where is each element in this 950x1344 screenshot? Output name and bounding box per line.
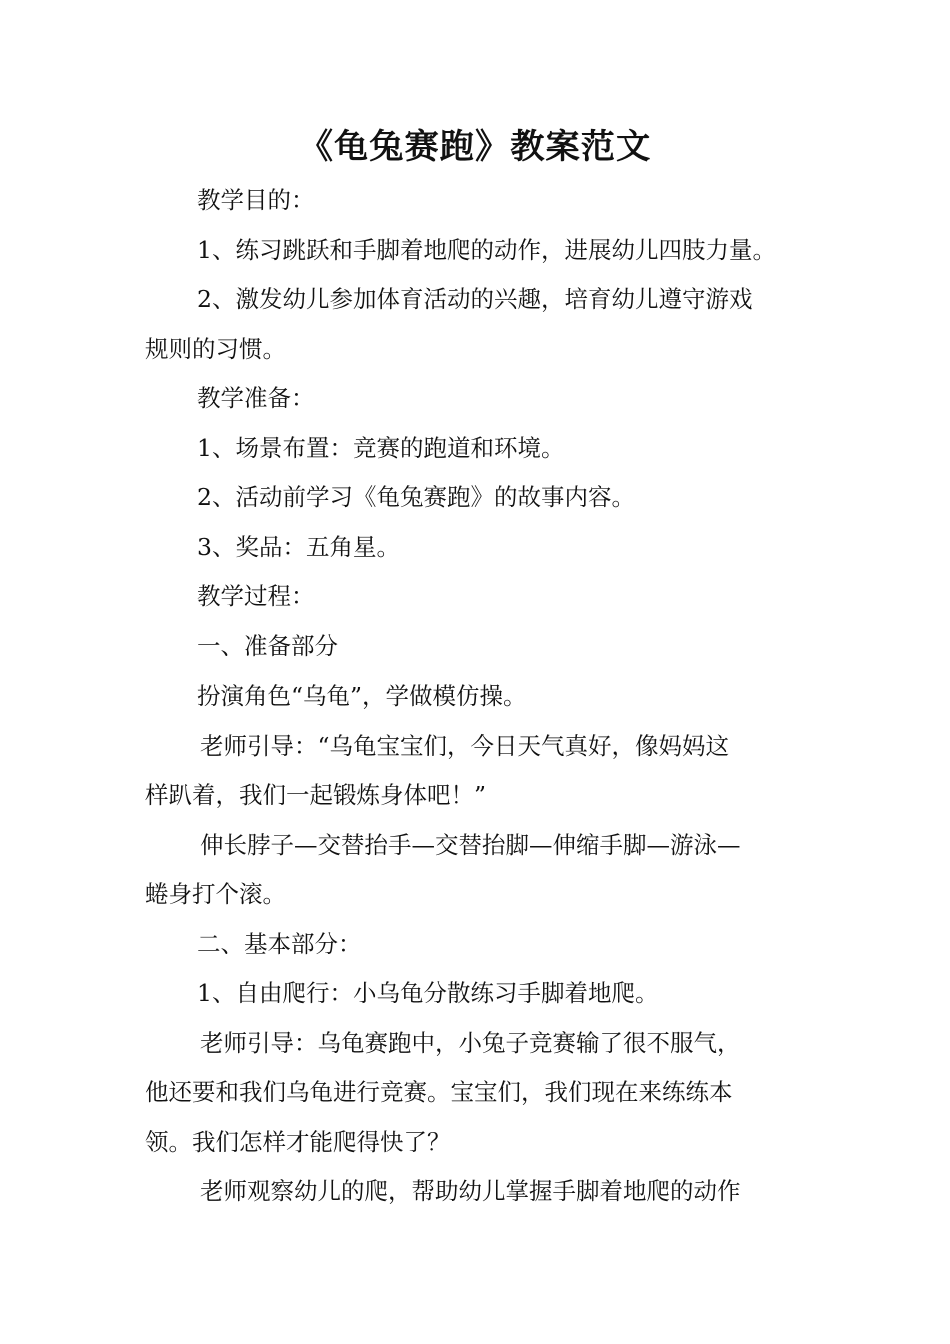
paragraph-role-play: 扮演角色“乌龟”，学做模仿操。 (197, 682, 527, 710)
paragraph-teacher-guide-1-line-2: 样趴着，我们一起锻炼身体吧！” (145, 781, 487, 809)
paragraph-teacher-observe: 老师观察幼儿的爬，帮助幼儿掌握手脚着地爬的动作 (200, 1177, 741, 1205)
paragraph-teacher-guide-2-line-2: 他还要和我们乌龟进行竞赛。宝宝们，我们现在来练练本 (145, 1078, 733, 1106)
objective-1: 1、练习跳跃和手脚着地爬的动作，进展幼儿四肢力量。 (197, 236, 776, 264)
objective-2-line-2: 规则的习惯。 (145, 335, 286, 363)
section-heading-process: 教学过程： (197, 582, 315, 610)
preparation-1: 1、场景布置：竞赛的跑道和环境。 (197, 434, 565, 462)
part-2-heading: 二、基本部分： (197, 930, 362, 958)
preparation-2: 2、活动前学习《龟兔赛跑》的故事内容。 (197, 483, 635, 511)
paragraph-exercise-line-1: 伸长脖子—交替抬手—交替抬脚—伸缩手脚—游泳— (200, 831, 741, 859)
document-title: 《龟兔赛跑》教案范文 (298, 127, 652, 167)
paragraph-teacher-guide-2-line-3: 领。我们怎样才能爬得快了？ (145, 1128, 451, 1156)
paragraph-teacher-guide-1-line-1: 老师引导：“乌龟宝宝们，今日天气真好，像妈妈这 (200, 732, 730, 760)
basic-part-1: 1、自由爬行：小乌龟分散练习手脚着地爬。 (197, 979, 659, 1007)
section-heading-objectives: 教学目的： (197, 186, 315, 214)
objective-2-line-1: 2、激发幼儿参加体育活动的兴趣，培育幼儿遵守游戏 (197, 285, 753, 313)
paragraph-teacher-guide-2-line-1: 老师引导：乌龟赛跑中，小兔子竞赛输了很不服气， (200, 1029, 741, 1057)
paragraph-exercise-line-2: 蜷身打个滚。 (145, 880, 286, 908)
part-1-heading: 一、准备部分 (197, 632, 338, 660)
section-heading-preparation: 教学准备： (197, 384, 315, 412)
preparation-3: 3、奖品：五角星。 (197, 533, 400, 561)
